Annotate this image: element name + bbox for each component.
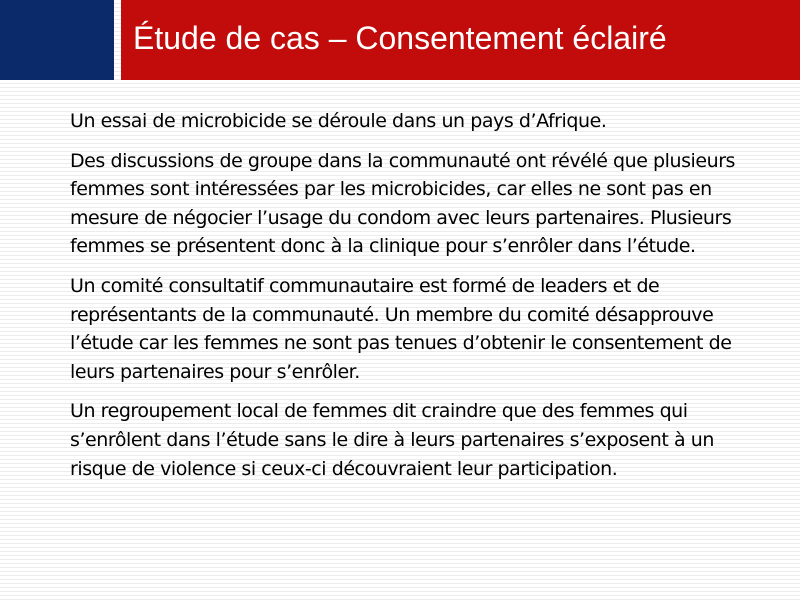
paragraph-intro: Un essai de microbicide se déroule dans un pays d’Afrique.: [70, 110, 607, 132]
paragraph-group-discussions: Des discussions de groupe dans la communauté ont révélé que plusieurs femmes sont intéressées par les microbicides, car elles ne sont pas en mesure de négocier l’usage du condom avec leurs partenaires. Plusieurs femmes se présentent donc à la clinique pour s’enrôler dans l’étude.: [70, 149, 736, 258]
paragraph-advisory-committee: Un comité consultatif communautaire est formé de leaders et de représentants de la communauté. Un membre du comité désapprouve l’étude car les femmes ne sont pas tenues d’obtenir le consentement de leurs partenaires pour s’enrôler.: [70, 274, 732, 383]
header-left-block: [0, 0, 114, 80]
slide-title: Étude de cas – Consentement éclairé: [133, 20, 667, 56]
slide-body: [70, 107, 750, 494]
paragraph-women-group: Un regroupement local de femmes dit craindre que des femmes qui s’enrôlent dans l’étude sans le dire à leurs partenaires s’exposent à un risque de violence si ceux-ci découvraient leur participation.: [70, 400, 714, 480]
